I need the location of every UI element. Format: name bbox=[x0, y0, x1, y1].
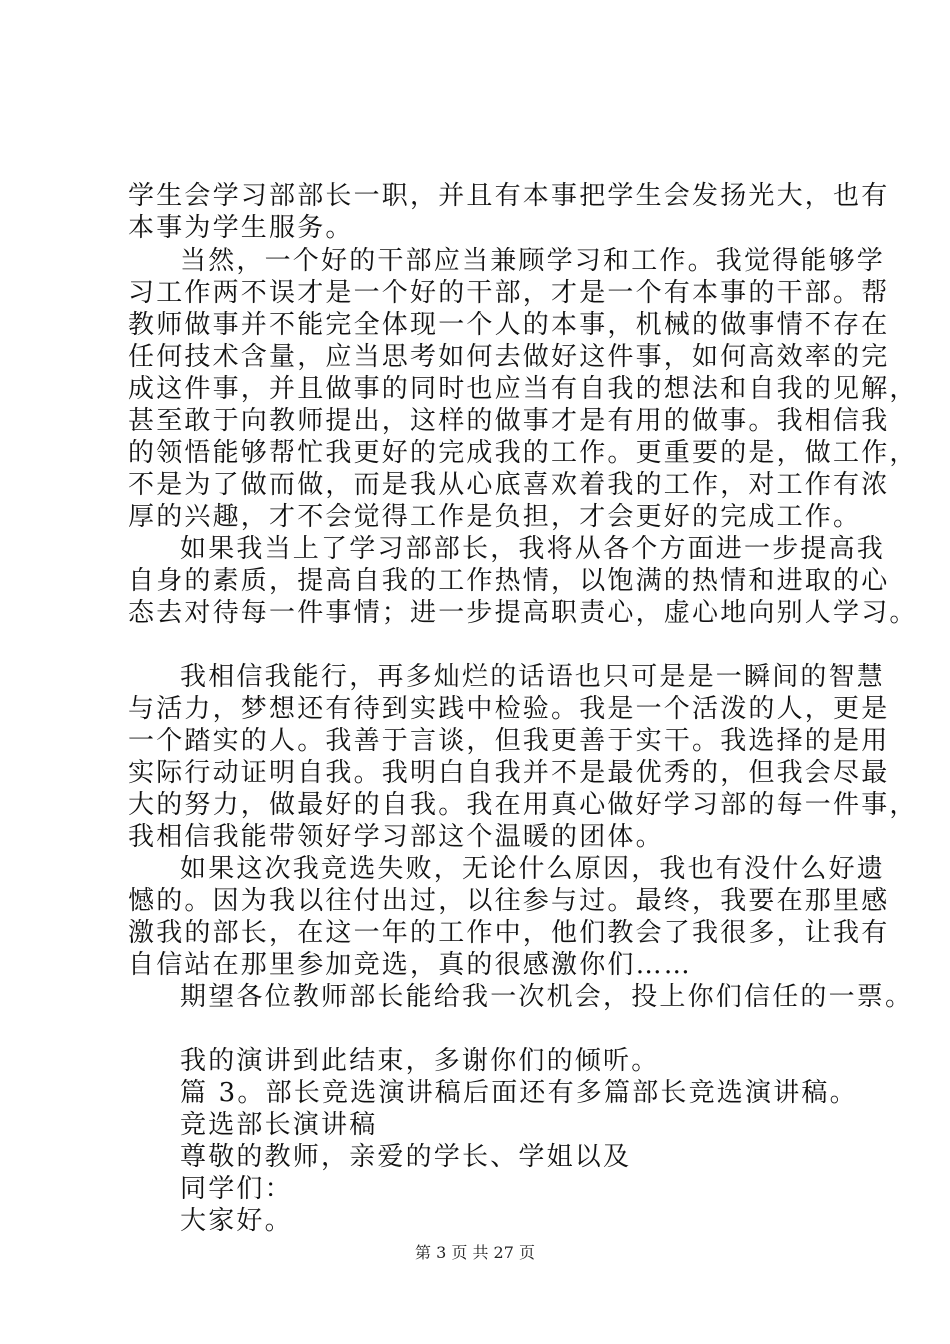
paragraph-line: 实际行动证明自我。我明白自我并不是最优秀的，但我会尽最 bbox=[128, 758, 890, 788]
paragraph-line: 激我的部长，在这一年的工作中，他们教会了我很多，让我有 bbox=[128, 918, 890, 948]
paragraph-line: 自信站在那里参加竞选，真的很感激你们…… bbox=[128, 950, 693, 980]
paragraph-line: 学生会学习部部长一职，并且有本事把学生会发扬光大，也有 bbox=[128, 181, 890, 211]
paragraph-line: 任何技术含量，应当思考如何去做好这件事，如何高效率的完 bbox=[128, 342, 890, 372]
paragraph-line: 如果这次我竞选失败，无论什么原因，我也有没什么好遗 bbox=[180, 854, 886, 884]
paragraph-line: 竞选部长演讲稿 bbox=[180, 1110, 378, 1140]
paragraph-line: 与活力，梦想还有待到实践中检验。我是一个活泼的人，更是 bbox=[128, 694, 890, 724]
paragraph-line: 厚的兴趣，才不会觉得工作是负担，才会更好的完成工作。 bbox=[128, 502, 862, 532]
paragraph-line: 大家好。 bbox=[180, 1206, 293, 1236]
paragraph-line: 憾的。因为我以往付出过，以往参与过。最终，我要在那里感 bbox=[128, 886, 890, 916]
paragraph-line: 期望各位教师部长能给我一次机会，投上你们信任的一票。 bbox=[180, 982, 914, 1012]
paragraph-line: 篇 3。部长竞选演讲稿后面还有多篇部长竞选演讲稿。 bbox=[180, 1078, 858, 1108]
paragraph-line: 同学们： bbox=[180, 1174, 293, 1204]
paragraph-line: 教师做事并不能完全体现一个人的本事，机械的做事情不存在 bbox=[128, 310, 890, 340]
paragraph-line: 我相信我能带领好学习部这个温暖的团体。 bbox=[128, 822, 664, 852]
paragraph-line: 我的演讲到此结束，多谢你们的倾听。 bbox=[180, 1046, 660, 1076]
paragraph-line: 当然，一个好的干部应当兼顾学习和工作。我觉得能够学 bbox=[180, 246, 886, 276]
paragraph-line: 尊敬的教师，亲爱的学长、学姐以及 bbox=[180, 1142, 632, 1172]
paragraph-line: 本事为学生服务。 bbox=[128, 213, 354, 243]
paragraph-line: 态去对待每一件事情；进一步提高职责心，虚心地向别人学习。 bbox=[128, 598, 918, 628]
page-number-footer: 第 3 页 共 27 页 bbox=[415, 1243, 535, 1262]
paragraph-line: 大的努力，做最好的自我。我在用真心做好学习部的每一件事， bbox=[128, 790, 918, 820]
paragraph-line: 的领悟能够帮忙我更好的完成我的工作。更重要的是，做工作， bbox=[128, 438, 918, 468]
paragraph-line: 我相信我能行，再多灿烂的话语也只可是是一瞬间的智慧 bbox=[180, 662, 886, 692]
paragraph-line: 一个踏实的人。我善于言谈，但我更善于实干。我选择的是用 bbox=[128, 726, 890, 756]
paragraph-line: 成这件事，并且做事的同时也应当有自我的想法和自我的见解， bbox=[128, 374, 918, 404]
paragraph-line: 甚至敢于向教师提出，这样的做事才是有用的做事。我相信我 bbox=[128, 406, 890, 436]
paragraph-line: 自身的素质，提高自我的工作热情，以饱满的热情和进取的心 bbox=[128, 566, 890, 596]
paragraph-line: 不是为了做而做，而是我从心底喜欢着我的工作，对工作有浓 bbox=[128, 470, 890, 500]
paragraph-line: 习工作两不误才是一个好的干部，才是一个有本事的干部。帮 bbox=[128, 278, 890, 308]
paragraph-line: 如果我当上了学习部部长，我将从各个方面进一步提高我 bbox=[180, 534, 886, 564]
